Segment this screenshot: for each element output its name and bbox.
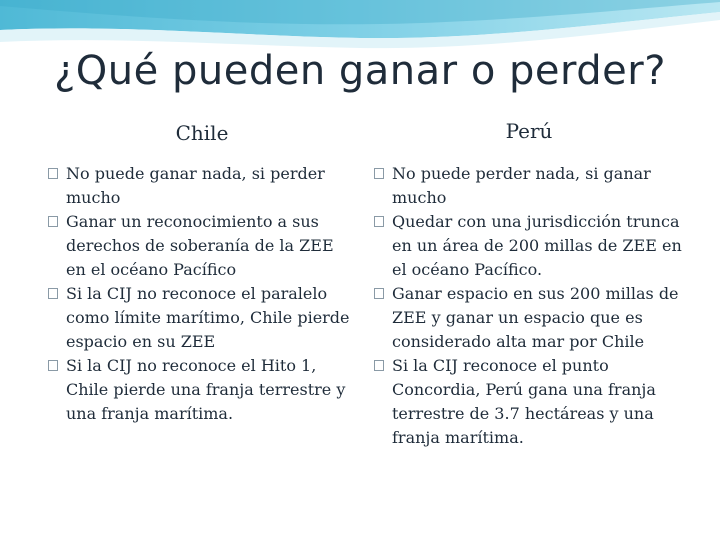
list-item-text: Si la CIJ reconoce el punto Concordia, Perú gana una franja terrestre de 3.7 hectáreas y una franja marítima. — [392, 356, 656, 447]
list-item — [374, 354, 684, 450]
list-item — [374, 210, 684, 282]
list-item-text: Quedar con una jurisdicción trunca en un área de 200 millas de ZEE en el océano Pacífico. — [392, 212, 682, 279]
list-item — [374, 282, 684, 354]
peru-column — [374, 112, 684, 450]
list-item-text: No puede ganar nada, si perder mucho — [66, 164, 325, 207]
list-item-text: Si la CIJ no reconoce el paralelo como límite marítimo, Chile pierde espacio en su ZEE — [66, 284, 350, 351]
checkbox-square-icon — [374, 360, 384, 371]
checkbox-square-icon — [48, 216, 58, 227]
list-item-text: Ganar un reconocimiento a sus derechos de soberanía de la ZEE en el océano Pacífico — [66, 212, 334, 279]
chile-column — [48, 112, 356, 426]
list-item-text: No puede perder nada, si ganar mucho — [392, 164, 651, 207]
list-item — [48, 354, 356, 426]
checkbox-square-icon — [374, 216, 384, 227]
column-heading-chile: Chile — [175, 121, 229, 145]
list-item — [48, 162, 356, 210]
list-item — [48, 282, 356, 354]
checkbox-square-icon — [48, 288, 58, 299]
chile-bullet-list — [48, 162, 356, 426]
checkbox-square-icon — [48, 360, 58, 371]
list-item-text: Ganar espacio en sus 200 millas de ZEE y ganar un espacio que es considerado alta mar por Chile — [392, 284, 679, 351]
column-heading-peru: Perú — [505, 119, 553, 143]
checkbox-square-icon — [374, 288, 384, 299]
list-item — [48, 210, 356, 282]
checkbox-square-icon — [374, 168, 384, 179]
peru-bullet-list — [374, 162, 684, 450]
list-item — [374, 162, 684, 210]
slide-title: ¿Qué pueden ganar o perder? — [54, 48, 666, 94]
list-item-text: Si la CIJ no reconoce el Hito 1, Chile pierde una franja terrestre y una franja marítima. — [66, 356, 346, 423]
checkbox-square-icon — [48, 168, 58, 179]
